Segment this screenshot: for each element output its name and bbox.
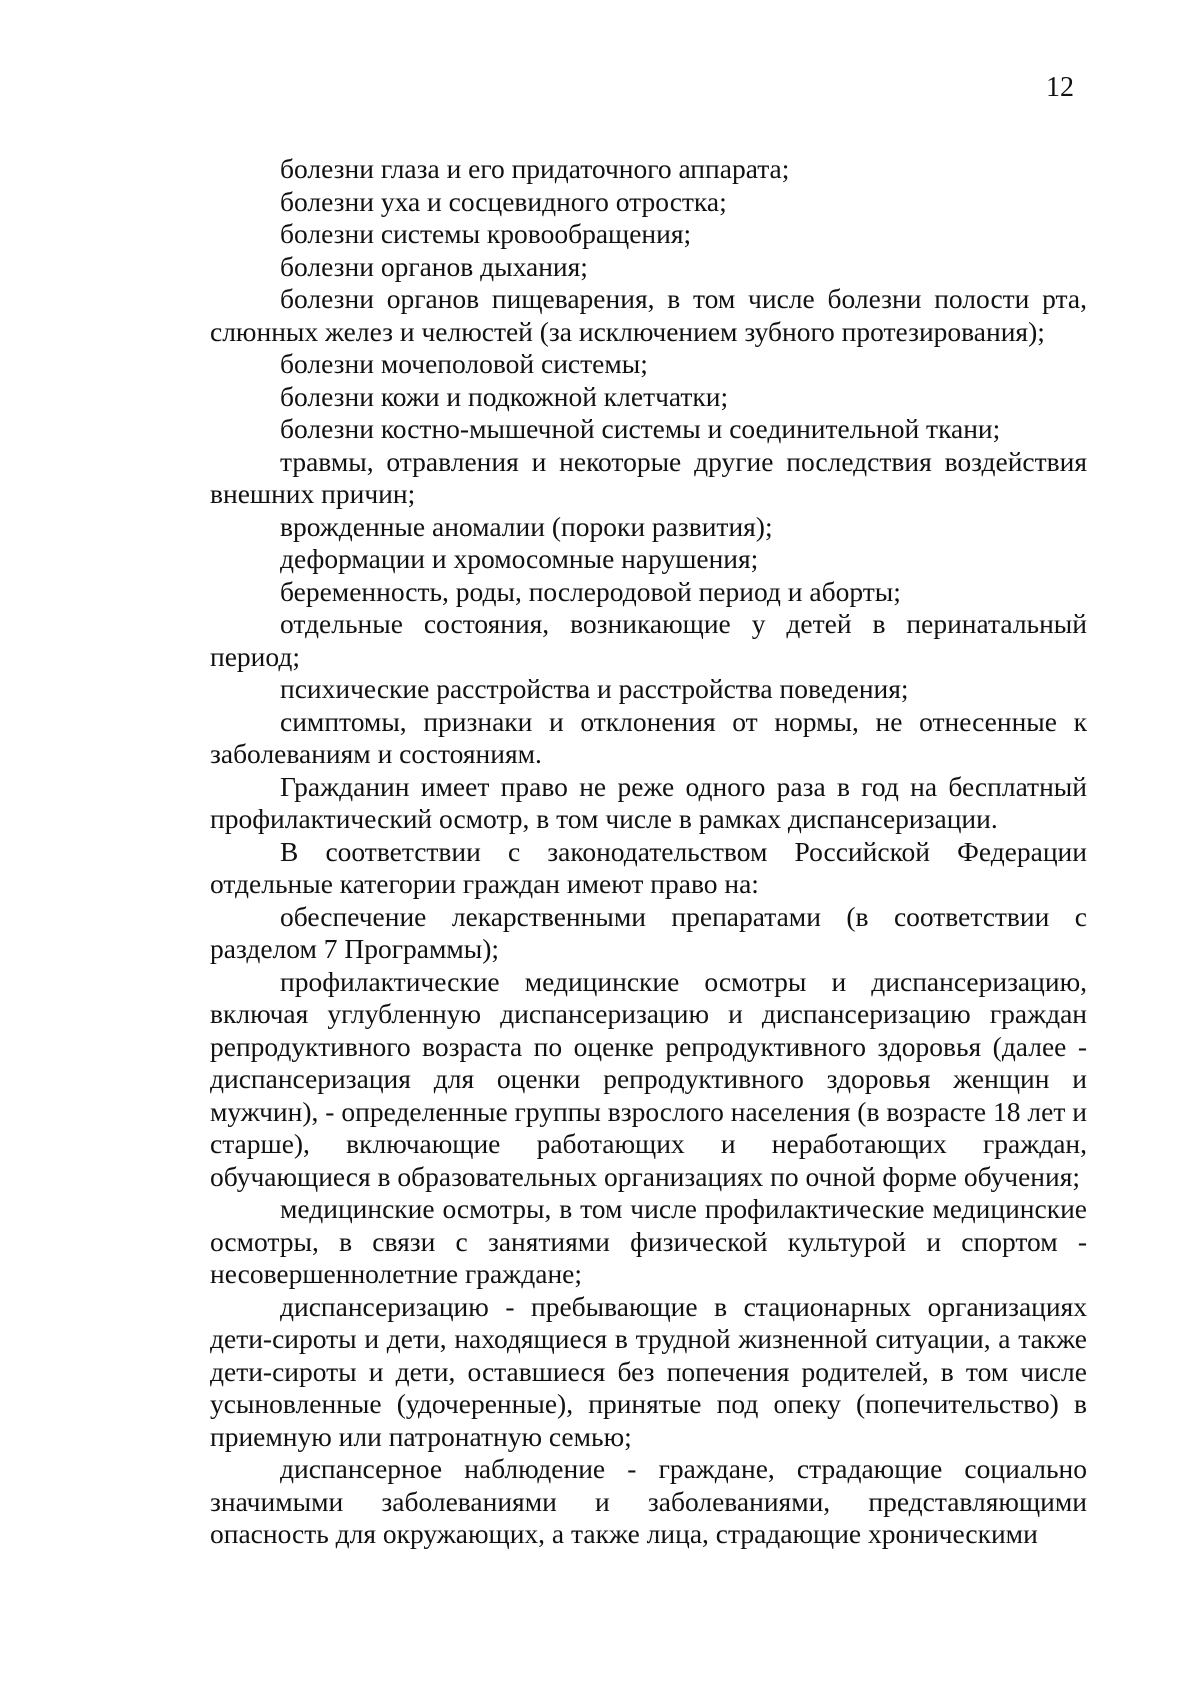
paragraph: деформации и хромосомные нарушения; <box>280 543 759 574</box>
paragraph: болезни мочеполовой системы; <box>280 348 648 379</box>
paragraph: Гражданин имеет право не реже одного раза в год на бесплатный профилактический осмотр, в том числе в рамках диспансеризации. <box>210 770 1087 834</box>
paragraph: болезни органов дыхания; <box>280 250 588 282</box>
paragraph: травмы, отравления и некоторые другие последствия воздействия внешних причин; <box>210 445 1087 509</box>
paragraph: болезни системы кровообращения; <box>280 218 692 249</box>
paragraph: профилактические медицинские осмотры и диспансеризацию, включая углубленную диспансеризацию и диспансеризацию граждан репродуктивного возраста по оценке репродуктивного здоровья (далее - диспансеризация для оценки репродуктивного здоровья женщин и мужчин), - определенные группы взрослого населения (в возрасте 18 лет и старше), включающие работающих и неработающих граждан, обучающиеся в образовательных организациях по очной форме обучения; <box>210 965 1087 1192</box>
document-body <box>210 153 1087 1551</box>
paragraph: диспансерное наблюдение - граждане, страдающие социально значимыми заболеваниями и заболеваниями, представляющими опасность для окружающих, а также лица, страдающие хроническими <box>210 1453 1087 1549</box>
paragraph: В соответствии с законодательством Российской Федерации отдельные категории граждан имеют право на: <box>210 835 1087 899</box>
paragraph: врожденные аномалии (пороки развития); <box>280 510 773 542</box>
paragraph: беременность, роды, послеродовой период и аборты; <box>280 575 901 607</box>
paragraph: психические расстройства и расстройства поведения; <box>280 673 909 704</box>
paragraph: болезни органов пищеварения, в том числе болезни полости рта, слюнных желез и челюстей (за исключением зубного протезирования); <box>210 283 1087 347</box>
paragraph: болезни костно-мышечной системы и соединительной ткани; <box>280 413 1001 444</box>
paragraph: медицинские осмотры, в том числе профилактические медицинские осмотры, в связи с занятиями физической культурой и спортом - несовершеннолетние граждане; <box>210 1193 1087 1289</box>
paragraph: симптомы, признаки и отклонения от нормы, не отнесенные к заболеваниям и состояниям. <box>210 705 1087 769</box>
paragraph: болезни глаза и его придаточного аппарата; <box>280 153 790 184</box>
paragraph: болезни кожи и подкожной клетчатки; <box>280 380 729 412</box>
paragraph: отдельные состояния, возникающие у детей в перинатальный период; <box>210 608 1087 672</box>
paragraph: диспансеризацию - пребывающие в стационарных организациях дети-сироты и дети, находящиеся в трудной жизненной ситуации, а также дети-сироты и дети, оставшиеся без попечения родителей, в том числе усыновленные (удочеренные), принятые под опеку (попечительство) в приемную или патронатную семью; <box>210 1290 1087 1452</box>
paragraph: болезни уха и сосцевидного отростка; <box>280 185 727 217</box>
page-number: 12 <box>1046 72 1074 103</box>
paragraph: обеспечение лекарственными препаратами (в соответствии с разделом 7 Программы); <box>210 900 1087 964</box>
